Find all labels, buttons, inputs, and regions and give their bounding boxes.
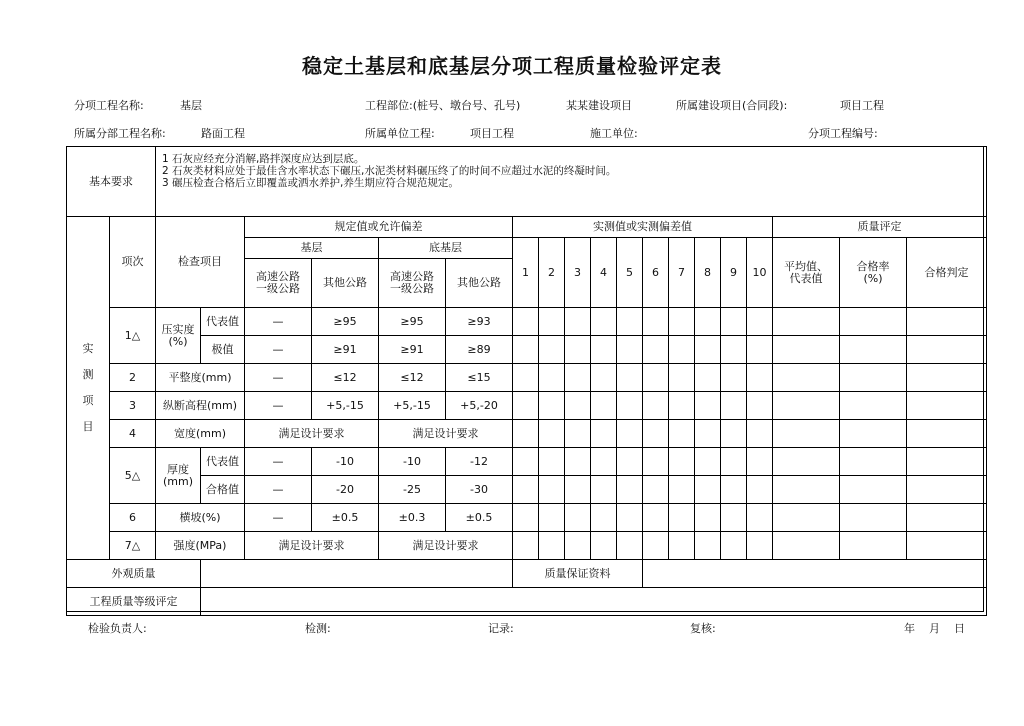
sub-project-label: 所属分部工程名称:	[74, 127, 166, 140]
spec-value: 满足设计要求	[379, 420, 513, 448]
spec-value: -20	[312, 476, 379, 504]
item-name: 强度(MPa)	[156, 532, 245, 560]
spec-value: —	[245, 392, 312, 420]
page-title: 稳定土基层和底基层分项工程质量检验评定表	[302, 54, 722, 78]
unit-value: 项目工程	[470, 127, 514, 140]
sub-project-value: 路面工程	[201, 127, 245, 140]
item-no: 2	[110, 364, 156, 392]
sub-item-name: 代表值	[201, 308, 245, 336]
spec-value: ≥91	[312, 336, 379, 364]
avg-header-line: 代表值	[789, 271, 823, 285]
sub-item-name: 合格值	[201, 476, 245, 504]
spec-value: —	[245, 476, 312, 504]
item-no-header: 项次	[110, 217, 156, 308]
spec-value: —	[245, 336, 312, 364]
judge-header: 合格判定	[907, 238, 987, 308]
basic-req-label: 基本要求	[67, 147, 156, 217]
side-char: 目	[82, 420, 94, 433]
measured-header: 实测值或实测偏差值	[513, 217, 773, 238]
location-label: 工程部位:(桩号、墩台号、孔号)	[365, 99, 521, 112]
spec-value: ≤12	[312, 364, 379, 392]
spec-value: ±0.3	[379, 504, 446, 532]
side-char: 实	[82, 342, 94, 355]
spec-value: —	[245, 448, 312, 476]
item-no: 7△	[110, 532, 156, 560]
spec-value: ≥93	[446, 308, 513, 336]
item-name: 横坡(%)	[156, 504, 245, 532]
measured-col: 7	[669, 238, 695, 308]
item-name: 宽度(mm)	[156, 420, 245, 448]
rate-header-line: (%)	[863, 271, 883, 285]
spec-value: -10	[312, 448, 379, 476]
spec-value: ≥95	[312, 308, 379, 336]
spec-value: 满足设计要求	[245, 532, 379, 560]
item-name-value: 基层	[180, 99, 202, 112]
spec-value: -25	[379, 476, 446, 504]
measured-col: 8	[695, 238, 721, 308]
side-char: 项	[82, 394, 94, 407]
spec-header: 规定值或允许偏差	[245, 217, 513, 238]
date-label: 年 月 日	[904, 622, 965, 635]
spec-value: —	[245, 504, 312, 532]
spec-value: 满足设计要求	[379, 532, 513, 560]
spec-value: ±0.5	[446, 504, 513, 532]
project-label: 所属建设项目(合同段):	[676, 99, 788, 112]
spec-value: +5,-15	[312, 392, 379, 420]
spec-value: -30	[446, 476, 513, 504]
highway-line: 一级公路	[390, 282, 434, 295]
appearance-label: 外观质量	[67, 560, 201, 588]
sub-item-name: 代表值	[201, 448, 245, 476]
highway-line: 高速公路	[390, 270, 434, 283]
side-char: 测	[82, 368, 94, 381]
quality-header: 质量评定	[773, 217, 987, 238]
rate-header-line: 合格率	[856, 259, 890, 273]
measured-col: 5	[617, 238, 643, 308]
measured-col: 4	[591, 238, 617, 308]
check-item-header: 检查项目	[156, 217, 245, 308]
construction-label: 施工单位:	[590, 127, 638, 140]
spec-value: ≥95	[379, 308, 446, 336]
spec-value: -12	[446, 448, 513, 476]
item-name-line: 压实度	[161, 322, 195, 336]
measured-col: 2	[539, 238, 565, 308]
code-label: 分项工程编号:	[808, 127, 878, 140]
recorder-label: 记录:	[488, 622, 514, 635]
basic-req-line: 1 石灰应经充分消解,路拌深度应达到层底。	[162, 153, 365, 165]
spec-value: -10	[379, 448, 446, 476]
assurance-label: 质量保证资料	[513, 560, 643, 588]
spec-value: —	[245, 364, 312, 392]
spec-value: +5,-20	[446, 392, 513, 420]
item-no: 3	[110, 392, 156, 420]
measured-col: 6	[643, 238, 669, 308]
measured-col: 3	[565, 238, 591, 308]
subbase-other-header: 其他公路	[446, 259, 513, 308]
reviewer-label: 复核:	[690, 622, 716, 635]
measured-col: 1	[513, 238, 539, 308]
avg-header-line: 平均值、	[784, 259, 828, 273]
project-value: 项目工程	[840, 99, 884, 112]
inspector-label: 检测:	[305, 622, 331, 635]
sub-item-name: 极值	[201, 336, 245, 364]
measured-col: 9	[721, 238, 747, 308]
item-no: 1△	[110, 308, 156, 364]
base-other-header: 其他公路	[312, 259, 379, 308]
spec-value: 满足设计要求	[245, 420, 379, 448]
spec-value: ±0.5	[312, 504, 379, 532]
basic-req-line: 3 碾压检查合格后立即覆盖或洒水养护,养生期应符合规范规定。	[162, 177, 459, 189]
item-no: 5△	[110, 448, 156, 504]
base-header: 基层	[245, 238, 379, 259]
item-name: 平整度(mm)	[156, 364, 245, 392]
item-no: 4	[110, 420, 156, 448]
leader-label: 检验负责人:	[88, 622, 147, 635]
spec-value: +5,-15	[379, 392, 446, 420]
spec-value: ≤12	[379, 364, 446, 392]
highway-line: 一级公路	[256, 282, 300, 295]
highway-line: 高速公路	[256, 270, 300, 283]
spec-value: —	[245, 308, 312, 336]
item-name-line: (%)	[168, 334, 188, 348]
table-frame	[66, 146, 984, 612]
unit-label: 所属单位工程:	[365, 127, 435, 140]
spec-value: ≥91	[379, 336, 446, 364]
measured-col: 10	[747, 238, 773, 308]
item-name-line: (mm)	[162, 474, 193, 488]
item-no: 6	[110, 504, 156, 532]
item-name-label: 分项工程名称:	[74, 99, 144, 112]
grade-label: 工程质量等级评定	[67, 588, 201, 616]
subbase-header: 底基层	[379, 238, 513, 259]
basic-req-line: 2 石灰类材料应处于最佳含水率状态下碾压,水泥类材料碾压终了的时间不应超过水泥的终凝时间。	[162, 165, 617, 177]
spec-value: ≥89	[446, 336, 513, 364]
item-name-line: 厚度	[167, 462, 189, 476]
location-value: 某某建设项目	[566, 99, 632, 112]
item-name: 纵断高程(mm)	[156, 392, 245, 420]
spec-value: ≤15	[446, 364, 513, 392]
